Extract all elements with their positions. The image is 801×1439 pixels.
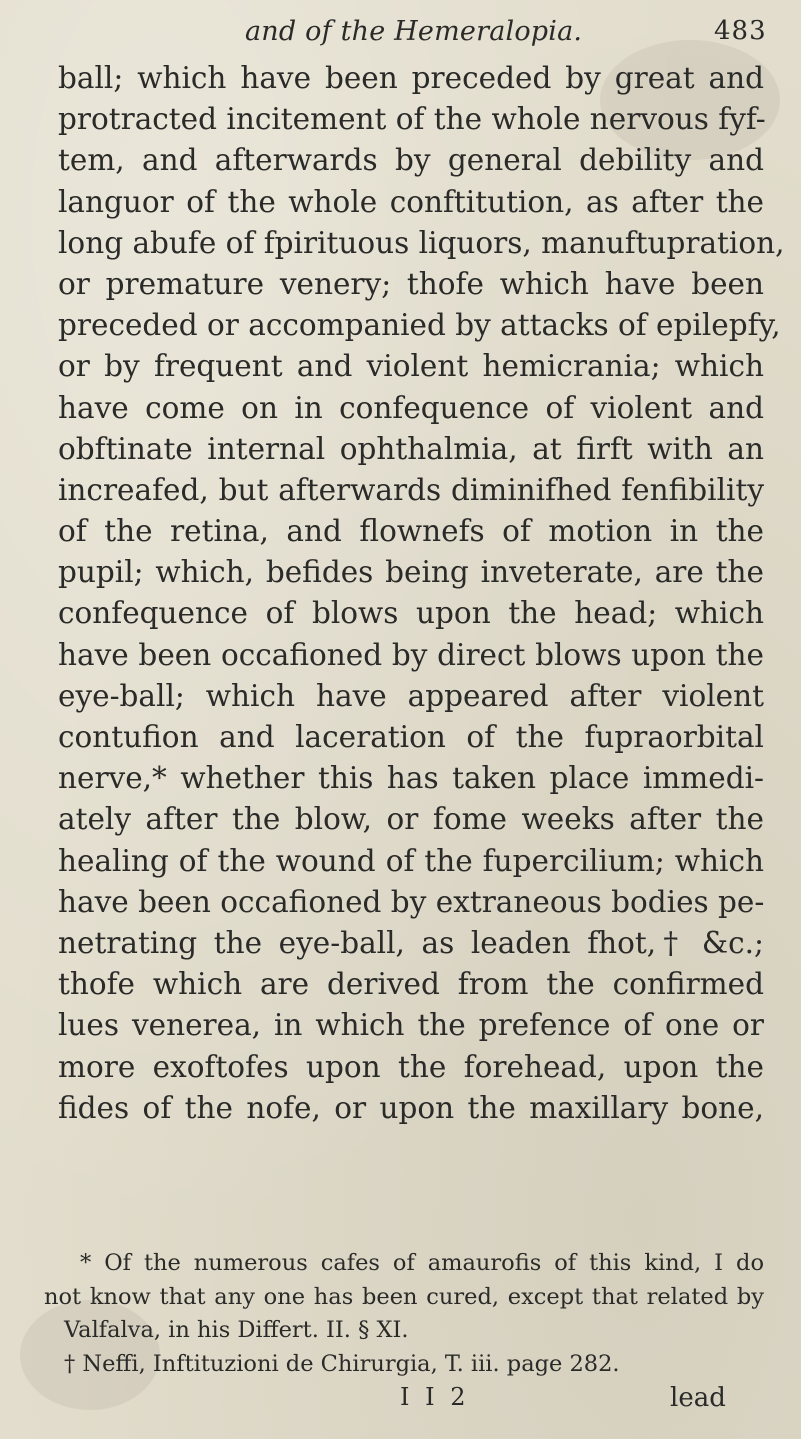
running-head-title: and of the Hemeralopia.: [245, 16, 583, 47]
footnotes: [44, 1247, 764, 1381]
text-line: languor of the whole conftitution, as after the: [58, 184, 764, 219]
text-line: tem, and afterwards by general debility and: [58, 143, 764, 178]
text-line: long abufe of fpirituous liquors, manuftupration,: [58, 225, 785, 260]
text-line: lues venerea, in which the prefence of one or: [58, 1008, 764, 1043]
page-number: 483: [714, 16, 767, 46]
text-line: preceded or accompanied by attacks of epilepfy,: [58, 308, 781, 343]
text-line: of the retina, and flownefs of motion in the: [58, 514, 764, 549]
text-line: healing of the wound of the fupercilium; which: [58, 843, 764, 878]
text-line: confequence of blows upon the head; which: [58, 596, 764, 631]
text-line: ately after the blow, or fome weeks after the: [58, 802, 764, 837]
catchword: lead: [670, 1383, 726, 1413]
footnote-line: * Of the numerous cafes of amaurofis of this kind, I do: [80, 1250, 764, 1276]
footnote-line: not know that any one has been cured, except that related by: [44, 1283, 764, 1310]
text-line: ball; which have been preceded by great and: [58, 61, 764, 95]
text-line: more exoftofes upon the forehead, upon the: [58, 1049, 764, 1084]
text-line: have been occafioned by direct blows upon the: [58, 637, 764, 672]
text-line: have been occafioned by extraneous bodies pe-: [58, 884, 765, 919]
text-line: netrating the eye-ball, as leaden fhot,† &c.;: [58, 925, 764, 960]
text-line: or premature venery; thofe which have been: [58, 266, 764, 301]
text-line: have come on in confequence of violent and: [58, 390, 764, 425]
text-line: or by frequent and violent hemicrania; which: [58, 349, 764, 384]
text-line: increafed, but afterwards diminifhed fenfibility: [58, 472, 764, 507]
footnote-line: Valfalva, in his Differt. II. § XI.: [64, 1317, 409, 1343]
text-line: thofe which are derived from the confirmed: [58, 967, 764, 1002]
text-line: obftinate internal ophthalmia, at firft with an: [58, 431, 764, 466]
text-line: contufion and laceration of the fupraorbital: [58, 720, 764, 754]
text-line: protracted incitement of the whole nervous fyf-: [58, 102, 766, 137]
text-line: pupil; which, befides being inveterate, are the: [58, 555, 764, 590]
catchline: [0, 1383, 801, 1417]
signature-mark: I I 2: [400, 1383, 470, 1411]
text-line: eye-ball; which have appeared after violent: [58, 678, 764, 713]
text-line: nerve,* whether this has taken place immedi-: [58, 761, 764, 796]
body-text: [44, 58, 785, 1129]
text-line: fides of the nofe, or upon the maxillary bone,: [58, 1090, 764, 1125]
running-head: [0, 14, 801, 54]
footnote-line: † Neffi, Inftituzioni de Chirurgia, T. iii. page 282.: [64, 1350, 620, 1377]
